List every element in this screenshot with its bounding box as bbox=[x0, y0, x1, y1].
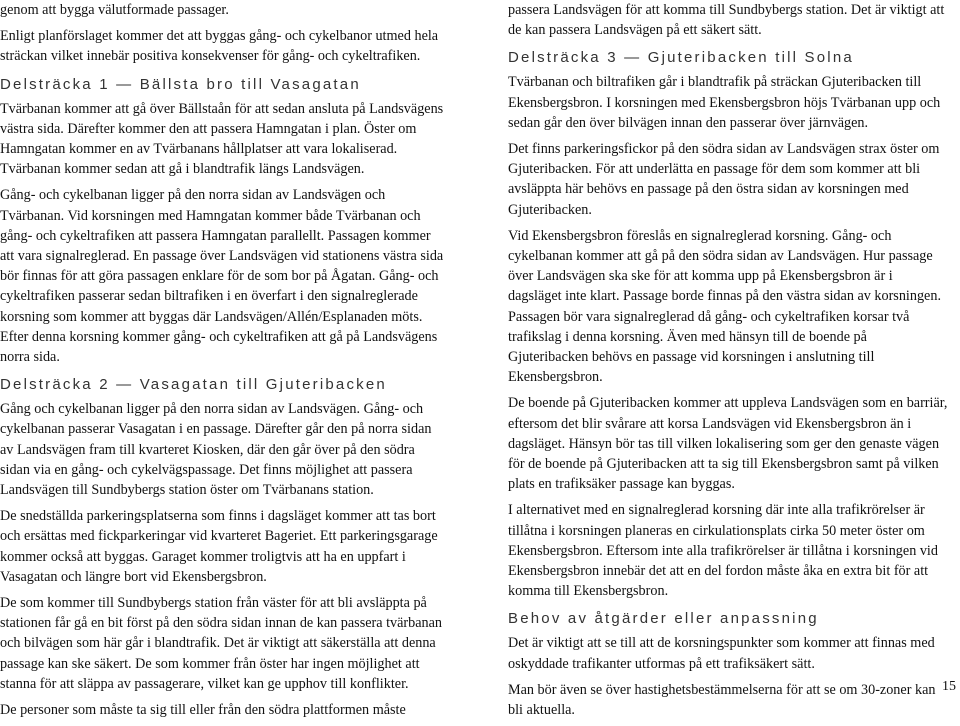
paragraph: genom att bygga välutformade passager. bbox=[0, 2, 229, 18]
paragraph: Tvärbanan kommer att gå över Bällstaån för att sedan ansluta på Landsvägens västra sida. Därefter kommer den att passera Hamngatan i plan. Öster om Hamngatan kommer en av Tvärbanans hållplatser att vara lokaliserad. Tvärbanan kommer sedan att gå i blandtrafik längs Landsvägen. bbox=[0, 100, 444, 178]
right-column bbox=[508, 0, 948, 726]
left-column bbox=[0, 0, 447, 726]
section-heading: Delsträcka 1 — Bällsta bro till Vasagatan bbox=[0, 75, 361, 93]
section-heading: Delsträcka 3 — Gjuteribacken till Solna bbox=[508, 49, 854, 67]
section-heading: Behov av åtgärder eller anpassning bbox=[508, 610, 819, 628]
paragraph: De som kommer till Sundbybergs station från väster för att bli avsläppta på stationen får gå en bit först på den södra sidan innan de kan passera tvärbanan och bilvägen som här går i blandtrafik. Det är viktigt att säkerställa att denna passage kan ske säkert. De som kommer från öster har ingen möjlighet att stanna för att släppa av passagerare, vilket kan ge upphov till konflikter. bbox=[0, 595, 443, 692]
paragraph: passera Landsvägen för att komma till Sundbybergs station. Det är viktigt att de kan passera Landsvägen på ett säkert sätt. bbox=[508, 2, 945, 39]
paragraph: Det finns parkeringsfickor på den södra sidan av Landsvägen strax öster om Gjuteribacken. För att underlätta en passage för dem som kommer att bli avsläppta här behövs en passage på den östra sidan av korsningen med Gjuteribacken. bbox=[508, 141, 940, 218]
paragraph: Det är viktigt att se till att de korsningspunkter som kommer att finnas med oskyddade trafikanter utformas på ett trafiksäkert sätt. bbox=[508, 635, 935, 672]
paragraph: De personer som måste ta sig till eller från den södra plattformen måste bbox=[0, 702, 406, 719]
paragraph: Man bör även se över hastighetsbestämmelserna för att se om 30-zoner kan bli aktuella. bbox=[508, 681, 936, 719]
paragraph: De boende på Gjuteribacken kommer att uppleva Landsvägen som en barriär, eftersom det blir svårare att korsa Landsvägen vid Ekensbergsbron än i dagsläget. Hänsyn bör tas till vilken lokalisering som ger den genaste vägen för de boende på Gjuteribacken att ta sig till Ekensbergsbron samt på vilken plats en trafiksäker passage kan byggas. bbox=[508, 395, 948, 493]
paragraph: De snedställda parkeringsplatserna som finns i dagsläget kommer att tas bort och ersättas med fickparkeringar vid kvarteret Bageriet. Ett parkeringsgarage kommer också att byggas. Garaget kommer troligtvis att ha en uppfart i Vasagatan och längre bort vid Ekensbergsbron. bbox=[0, 508, 438, 585]
paragraph: I alternativet med en signalreglerad korsning där inte alla trafikrörelser är tillåtna i korsningen planeras en cirkulationsplats cirka 50 meter öster om Ekensbergsbron. Eftersom inte alla trafikrörelser är tillåtna i korsningen vid Ekensbergsbron innebär det att en del fordon måste åka en extra bit för att komma till Ekensbergsbron. bbox=[508, 502, 938, 600]
paragraph: Vid Ekensbergsbron föreslås en signalreglerad korsning. Gång- och cykelbanan kommer att gå på den södra sidan av Landsvägen. Hur passage över Landsvägen ska ske för att komma upp på Ekensbergsbron är i dagsläget inte klart. Passage borde finnas på den västra sidan av korsningen. Passagen bör vara signalreglerad då gång- och cykeltrafiken korsar två trafikslag i denna korsning. Även med hänsyn till de boende på Gjuteribacken behövs en passage vid korsningen i anslutning till Ekensbergsbron. bbox=[508, 227, 941, 386]
section-heading: Delsträcka 2 — Vasagatan till Gjuteribacken bbox=[0, 376, 387, 394]
paragraph: Tvärbanan och biltrafiken går i blandtrafik på sträckan Gjuteribacken till Ekensbergsbron. I korsningen med Ekensbergsbron höjs Tvärbanan upp och sedan går den över bilvägen innan den passerar över järnvägen. bbox=[508, 74, 941, 131]
paragraph: Gång- och cykelbanan ligger på den norra sidan av Landsvägen och Tvärbanan. Vid korsningen med Hamngatan kommer både Tvärbanan och gång- och cykeltrafiken att passera Hamngatan parallellt. Passagen kommer att vara signalreglerad. En passage över Landsvägen vid stationens västra sida bör finnas för att göra passagen enklare för de som bor på Ågatan. Gång- och cykeltrafiken passerar sedan biltrafiken i en överfart i den signalreglerade korsning som kommer att byggas där Landsvägen/Allén/Esplanaden möts. Efter denna korsning kommer gång- och cykeltrafiken att gå på Landsvägens norra sida. bbox=[0, 187, 444, 366]
paragraph: Enligt planförslaget kommer det att byggas gång- och cykelbanor utmed hela sträckan vilket innebär positiva konsekvenser för gång- och cykeltrafiken. bbox=[0, 28, 439, 65]
page-number: 15 bbox=[942, 679, 956, 694]
paragraph: Gång och cykelbanan ligger på den norra sidan av Landsvägen. Gång- och cykelbanan passerar Vasagatan i en passage. Därefter går den på norra sidan av Landsvägen fram till kvarteret Kiosken, där den går över på den södra sidan via en gång- och cykelvägspassage. Det finns möjlighet att passera Landsvägen till Sundbybergs station öster om Tvärbanans station. bbox=[0, 401, 432, 499]
